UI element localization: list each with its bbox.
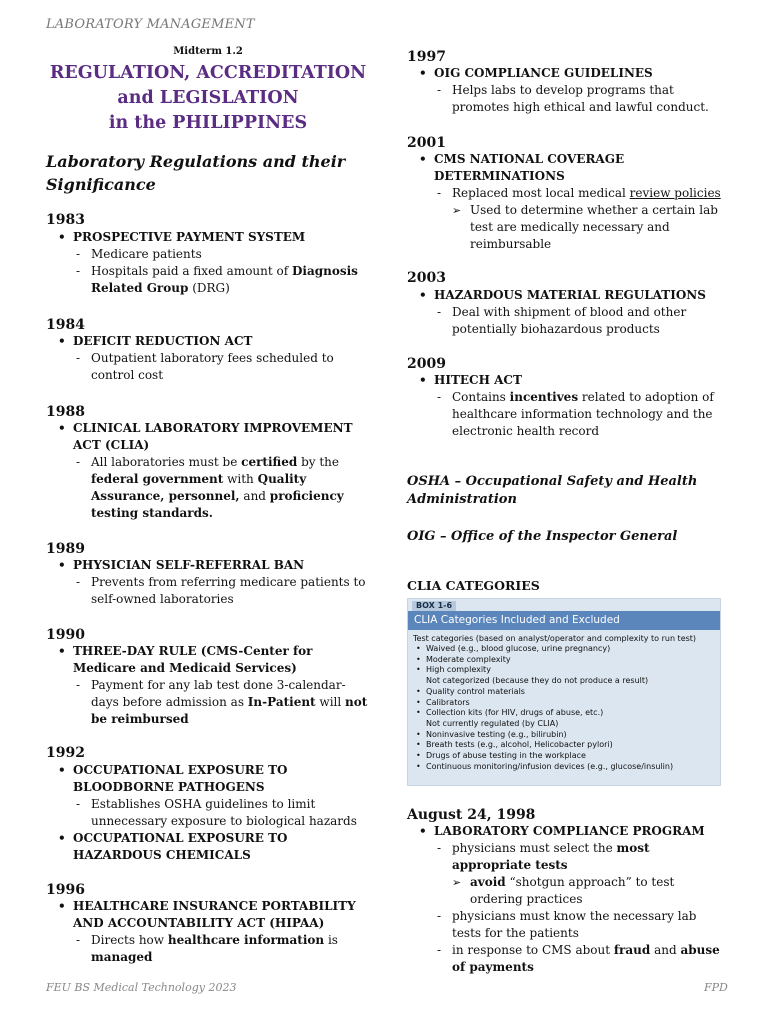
year-1992: 1992	[46, 745, 85, 761]
note-oig: OIG – Office of the Inspector General	[407, 529, 678, 544]
year-2009: 2009	[407, 356, 446, 372]
entry-cms: • CMS NATIONAL COVERAGE DETERMINATIONS - Replaced most local medical review policies ➢ Used to determine whether a certain lab test are medically necessary and reimbursable	[407, 151, 727, 253]
box-list	[413, 644, 673, 772]
box-title: CLIA Categories Included and Excluded	[408, 611, 720, 630]
entry-three-day-rule: • THREE-DAY RULE (CMS-Center for Medicare and Medicaid Services) - Payment for any lab test done 3-calendar-days before admission as In-Patient will not be reimbursed	[46, 643, 370, 728]
list-item: • Waived (e.g., blood glucose, urine pregnancy)	[413, 644, 673, 655]
entry-bloodborne: • OCCUPATIONAL EXPOSURE TO BLOODBORNE PATHOGENS - Establishes OSHA guidelines to limit unnecessary exposure to biological hazards • OCCUPATIONAL EXPOSURE TO HAZARDOUS CHEMICALS	[46, 762, 370, 864]
year-1990: 1990	[46, 627, 85, 643]
list-item: • Noninvasive testing (e.g., bilirubin)	[413, 730, 673, 741]
entry-hmr: • HAZARDOUS MATERIAL REGULATIONS - Deal with shipment of blood and other potentially biohazardous products	[407, 287, 727, 338]
year-1984: 1984	[46, 317, 85, 333]
entry-oig: • OIG COMPLIANCE GUIDELINES - Helps labs to develop programs that promotes high ethical and lawful conduct.	[407, 65, 727, 116]
entry-lcp: • LABORATORY COMPLIANCE PROGRAM - physicians must select the most appropriate tests ➢ avoid “shotgun approach” to test ordering practices - physicians must know the necessary lab tests for the patients - in response to CMS about fraud and abuse of payments	[407, 823, 727, 976]
year-2001: 2001	[407, 135, 446, 151]
box-label: BOX 1-6	[412, 601, 456, 611]
list-item: • Calibrators	[413, 698, 673, 709]
year-1996: 1996	[46, 882, 85, 898]
year-1997: 1997	[407, 49, 446, 65]
entry-psrb: • PHYSICIAN SELF-REFERRAL BAN - Prevents from referring medicare patients to self-owned laboratories	[46, 557, 370, 608]
entry-hitech: • HITECH ACT - Contains incentives related to adoption of healthcare information technology and the electronic health record	[407, 372, 727, 440]
year-2003: 2003	[407, 270, 446, 286]
running-header: LABORATORY MANAGEMENT	[46, 17, 255, 32]
entry-clia: • CLINICAL LABORATORY IMPROVEMENT ACT (CLIA) - All laboratories must be certified by the federal government with Quality Assurance, personnel, and proficiency testing standards.	[46, 420, 370, 522]
year-1988: 1988	[46, 404, 85, 420]
list-item: • Continuous monitoring/infusion devices (e.g., glucose/insulin)	[413, 762, 673, 773]
box-intro: Test categories (based on analyst/operator and complexity to run test)	[413, 634, 697, 643]
list-item: • Quality control materials	[413, 687, 673, 698]
year-1989: 1989	[46, 541, 85, 557]
footer-left: FEU BS Medical Technology 2023	[46, 981, 237, 994]
list-item: • Drugs of abuse testing in the workplace	[413, 751, 673, 762]
footer-right: FPD	[704, 981, 728, 994]
page-title: REGULATION, ACCREDITATION and LEGISLATION in the PHILIPPINES	[49, 63, 367, 133]
midterm-label: Midterm 1.2	[173, 46, 243, 57]
clia-categories-heading: CLIA CATEGORIES	[407, 578, 540, 593]
entry-pps: • PROSPECTIVE PAYMENT SYSTEM - Medicare patients - Hospitals paid a fixed amount of Diagnosis Related Group (DRG)	[46, 229, 370, 297]
list-item: • Breath tests (e.g., alcohol, Helicobacter pylori)	[413, 740, 673, 751]
list-item: • Moderate complexity	[413, 655, 673, 666]
note-osha: OSHA – Occupational Safety and Health Administration	[407, 474, 698, 507]
section-subtitle: Laboratory Regulations and their Significance	[46, 152, 346, 194]
entry-hipaa: • HEALTHCARE INSURANCE PORTABILITY AND ACCOUNTABILITY ACT (HIPAA) - Directs how healthcare information is managed	[46, 898, 370, 966]
year-aug-1998: August 24, 1998	[407, 807, 536, 823]
list-item: • High complexity Not categorized (because they do not produce a result)	[413, 665, 673, 686]
clia-box-figure	[407, 598, 721, 786]
list-item: • Collection kits (for HIV, drugs of abuse, etc.) Not currently regulated (by CLIA)	[413, 708, 673, 729]
entry-dra: • DEFICIT REDUCTION ACT - Outpatient laboratory fees scheduled to control cost	[46, 333, 370, 384]
year-1983: 1983	[46, 212, 85, 228]
